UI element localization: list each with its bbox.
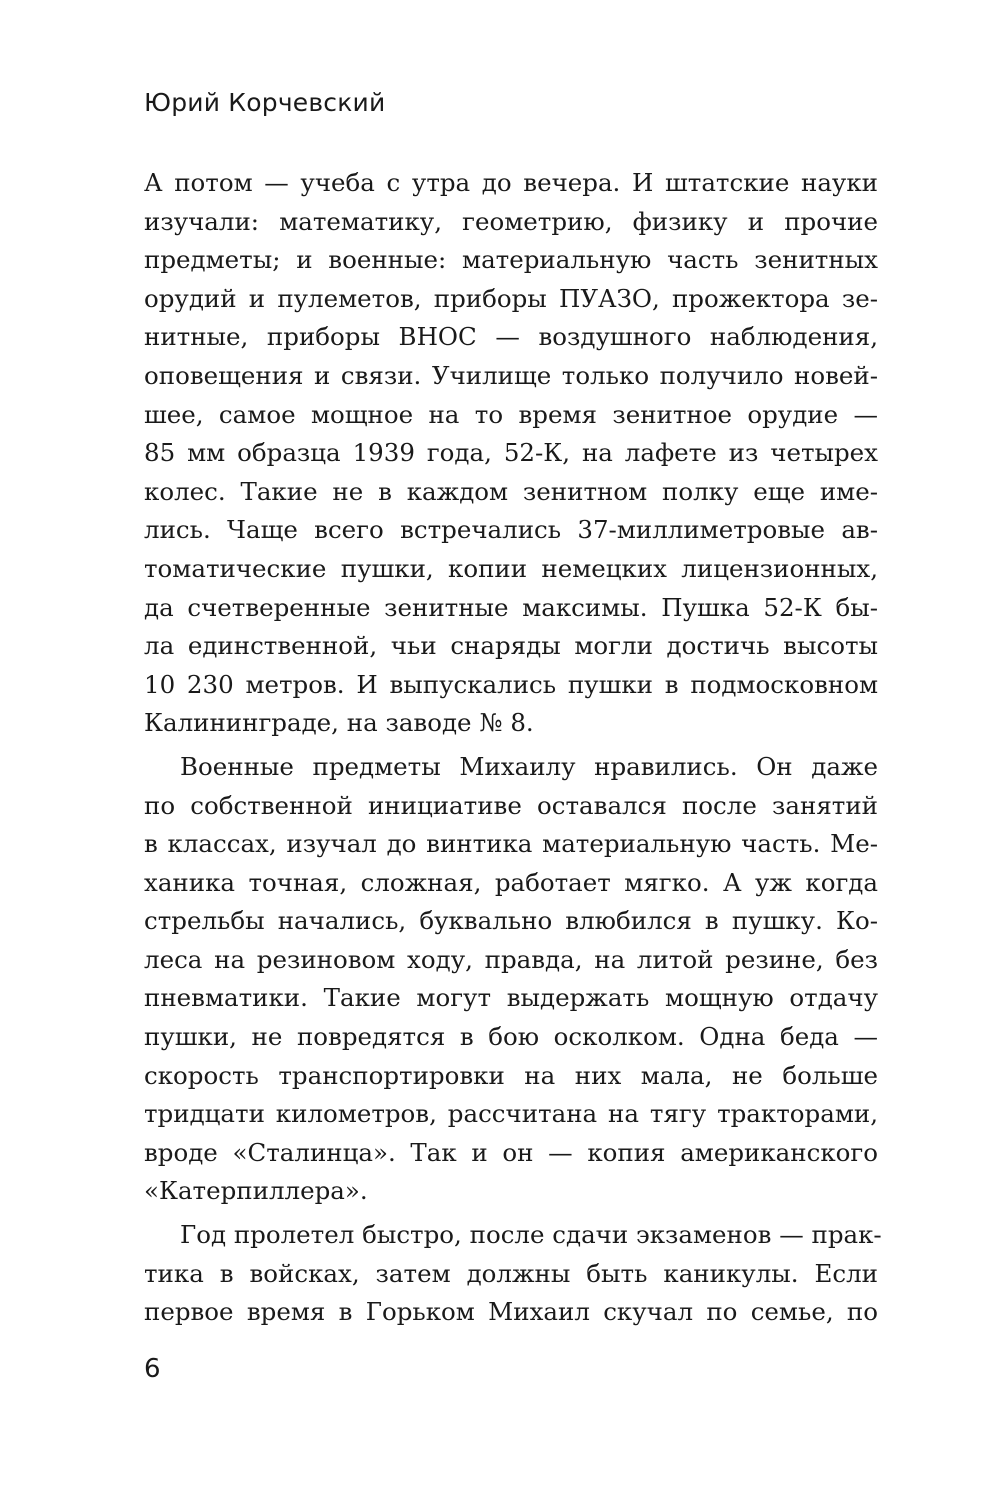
text-line: тика в войсках, затем должны быть каникулы. Если bbox=[144, 1258, 878, 1288]
paragraph-1 bbox=[144, 164, 878, 743]
text-line: предметы; и военные: материальную часть зенитных bbox=[144, 245, 878, 275]
text-line: стрельбы начались, буквально влюбился в пушку. Ко- bbox=[144, 906, 878, 936]
text-line: изучали: математику, геометрию, физику и прочие bbox=[144, 206, 878, 236]
body-text bbox=[144, 164, 882, 1332]
text-line: ла единственной, чьи снаряды могли достичь высоты bbox=[144, 631, 878, 661]
text-line: оповещения и связи. Училище только получило новей- bbox=[144, 360, 878, 390]
paragraph-3 bbox=[144, 1216, 882, 1332]
text-line: лись. Чаще всего встречались 37-миллиметровые ав- bbox=[144, 515, 878, 545]
text-line: 85 мм образца 1939 года, 52-К, на лафете из четырех bbox=[144, 438, 878, 468]
text-line: ханика точная, сложная, работает мягко. А уж когда bbox=[144, 867, 878, 897]
text-line: пушки, не повредятся в бою осколком. Одна беда — bbox=[144, 1022, 878, 1052]
text-line: колес. Такие не в каждом зенитном полку еще име- bbox=[144, 476, 878, 506]
text-line: пневматики. Такие могут выдержать мощную отдачу bbox=[144, 983, 878, 1013]
text-line: первое время в Горьком Михаил скучал по семье, по bbox=[144, 1297, 878, 1327]
text-line: тридцати километров, рассчитана на тягу тракторами, bbox=[144, 1099, 878, 1129]
text-line: томатические пушки, копии немецких лицензионных, bbox=[144, 553, 878, 583]
paragraph-2 bbox=[144, 748, 878, 1211]
text-line: в классах, изучал до винтика материальную часть. Ме- bbox=[144, 829, 878, 859]
text-line: «Катерпиллера». bbox=[144, 1176, 368, 1206]
text-line: по собственной инициативе оставался после занятий bbox=[144, 790, 878, 820]
text-line: вроде «Сталинца». Так и он — копия американского bbox=[144, 1137, 878, 1167]
text-line: да счетверенные зенитные максимы. Пушка 52-К бы- bbox=[144, 592, 878, 622]
text-line: скорость транспортировки на них мала, не больше bbox=[144, 1060, 878, 1090]
text-line: нитные, приборы ВНОС — воздушного наблюдения, bbox=[144, 322, 878, 352]
text-line: орудий и пулеметов, приборы ПУАЗО, прожектора зе- bbox=[144, 283, 878, 313]
text-line: Калининграде, на заводе № 8. bbox=[144, 708, 534, 738]
text-line: А потом — учеба с утра до вечера. И штатские науки bbox=[144, 168, 878, 197]
text-line: 10 230 метров. И выпускались пушки в подмосковном bbox=[144, 669, 878, 699]
text-line: Год пролетел быстро, после сдачи экзаменов — прак- bbox=[180, 1220, 882, 1250]
running-header-author: Юрий Корчевский bbox=[144, 88, 386, 117]
text-line: леса на резиновом ходу, правда, на литой резине, без bbox=[144, 944, 878, 974]
text-line: Военные предметы Михаилу нравились. Он даже bbox=[180, 751, 878, 781]
text-line: шее, самое мощное на то время зенитное орудие — bbox=[144, 399, 878, 429]
page-number: 6 bbox=[144, 1354, 161, 1384]
